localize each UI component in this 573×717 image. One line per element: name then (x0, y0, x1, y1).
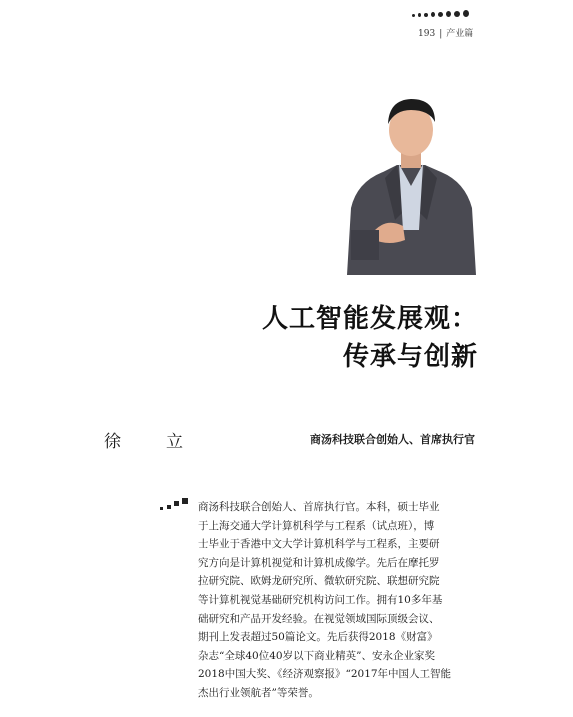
bio-squares-decoration (160, 498, 190, 512)
bio-line: 拉研究院、欧姆龙研究所、微软研究院、联想研究院 (198, 575, 440, 588)
portrait-sleeve (351, 230, 379, 260)
page-number: 193 (418, 29, 436, 39)
author-title: 商汤科技联合创始人、首席执行官 (310, 433, 475, 446)
running-header (418, 26, 473, 39)
author-name: 徐 立 (104, 432, 197, 452)
bio-line: 础研究和产品开发经验。在视觉领域国际顶级会议、 (198, 612, 440, 625)
section-name: 产业篇 (446, 29, 474, 39)
bio-line: 期刊上发表超过50篇论文。先后获得2018《财富》 (198, 631, 438, 644)
bio-line: 2018中国大奖、《经济观察报》“2017年中国人工智能 (198, 668, 452, 681)
bio-line: 于上海交通大学计算机科学与工程系（试点班），博 (198, 519, 435, 532)
article-title-line1: 人工智能发展观： (261, 304, 478, 334)
bio-line: 士毕业于香港中文大学计算机科学与工程系，主要研 (198, 538, 440, 551)
article-title-line2: 传承与创新 (342, 342, 478, 372)
header-separator: | (439, 29, 443, 39)
author-biography (198, 498, 488, 703)
header-dots-decoration (412, 10, 469, 17)
bio-line: 等计算机视觉基础研究机构访问工作。拥有10多年基 (198, 593, 443, 606)
author-portrait (345, 90, 478, 275)
bio-line: 杰出行业领航者”等荣誉。 (198, 686, 319, 699)
bio-line: 究方向是计算机视觉和计算机成像学。先后在摩托罗 (198, 556, 440, 569)
bio-line: 杂志“全球40位40岁以下商业精英”、安永企业家奖 (198, 649, 435, 662)
bio-line: 商汤科技联合创始人、首席执行官。本科，硕士毕业 (198, 501, 440, 513)
